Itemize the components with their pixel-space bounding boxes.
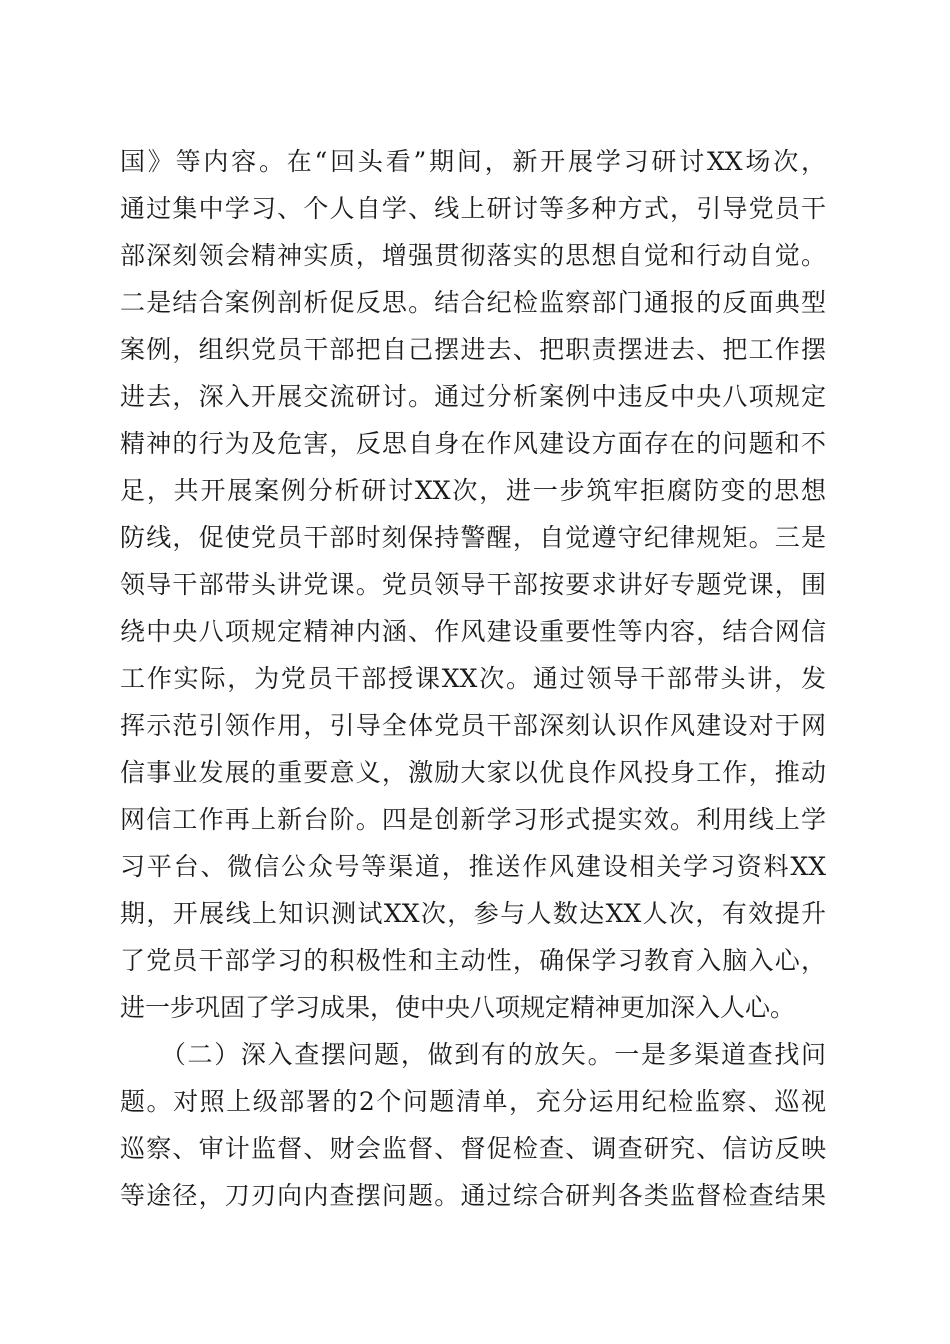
section-heading-line: （二）深入查摆问题，做到有的放矢。一是多渠道查找问: [120, 1040, 826, 1069]
body-text: [120, 138, 826, 1219]
text-line: 二是结合案例剖析促反思。结合纪检监察部门通报的反面典型: [120, 288, 826, 317]
text-line: 防线，促使党员干部时刻保持警醒，自觉遵守纪律规矩。三是: [120, 523, 826, 552]
text-line: 工作实际，为党员干部授课XX次。通过领导干部带头讲，发: [120, 664, 826, 693]
text-line: 习平台、微信公众号等渠道，推送作风建设相关学习资料XX: [120, 852, 826, 881]
text-line: 了党员干部学习的积极性和主动性，确保学习教育入脑入心，: [120, 946, 826, 975]
text-line: 部深刻领会精神实质，增强贯彻落实的思想自觉和行动自觉。: [120, 241, 826, 270]
text-line: 等途径，刀刃向内查摆问题。通过综合研判各类监督检查结果: [120, 1181, 826, 1210]
text-line: 国》等内容。在“回头看”期间，新开展学习研讨XX场次，: [120, 147, 826, 176]
text-line: 进一步巩固了学习成果，使中央八项规定精神更加深入人心。: [120, 993, 796, 1022]
text-line: 精神的行为及危害，反思自身在作风建设方面存在的问题和不: [120, 429, 826, 458]
text-line: 通过集中学习、个人自学、线上研讨等多种方式，引导党员干: [120, 194, 826, 223]
text-line: 网信工作再上新台阶。四是创新学习形式提实效。利用线上学: [120, 805, 826, 834]
text-line: 题。对照上级部署的2个问题清单，充分运用纪检监察、巡视: [120, 1087, 826, 1116]
text-line: 进去，深入开展交流研讨。通过分析案例中违反中央八项规定: [120, 382, 826, 411]
text-line: 期，开展线上知识测试XX次，参与人数达XX人次，有效提升: [120, 899, 826, 928]
text-line: 绕中央八项规定精神内涵、作风建设重要性等内容，结合网信: [120, 617, 826, 646]
text-line: 领导干部带头讲党课。党员领导干部按要求讲好专题党课，围: [120, 570, 826, 599]
text-line: 巡察、审计监督、财会监督、督促检查、调查研究、信访反映: [120, 1134, 826, 1163]
text-line: 挥示范引领作用，引导全体党员干部深刻认识作风建设对于网: [120, 711, 826, 740]
text-line: 足，共开展案例分析研讨XX次，进一步筑牢拒腐防变的思想: [120, 476, 826, 505]
text-line: 信事业发展的重要意义，激励大家以优良作风投身工作，推动: [120, 758, 826, 787]
text-line: 案例，组织党员干部把自己摆进去、把职责摆进去、把工作摆: [120, 335, 826, 364]
